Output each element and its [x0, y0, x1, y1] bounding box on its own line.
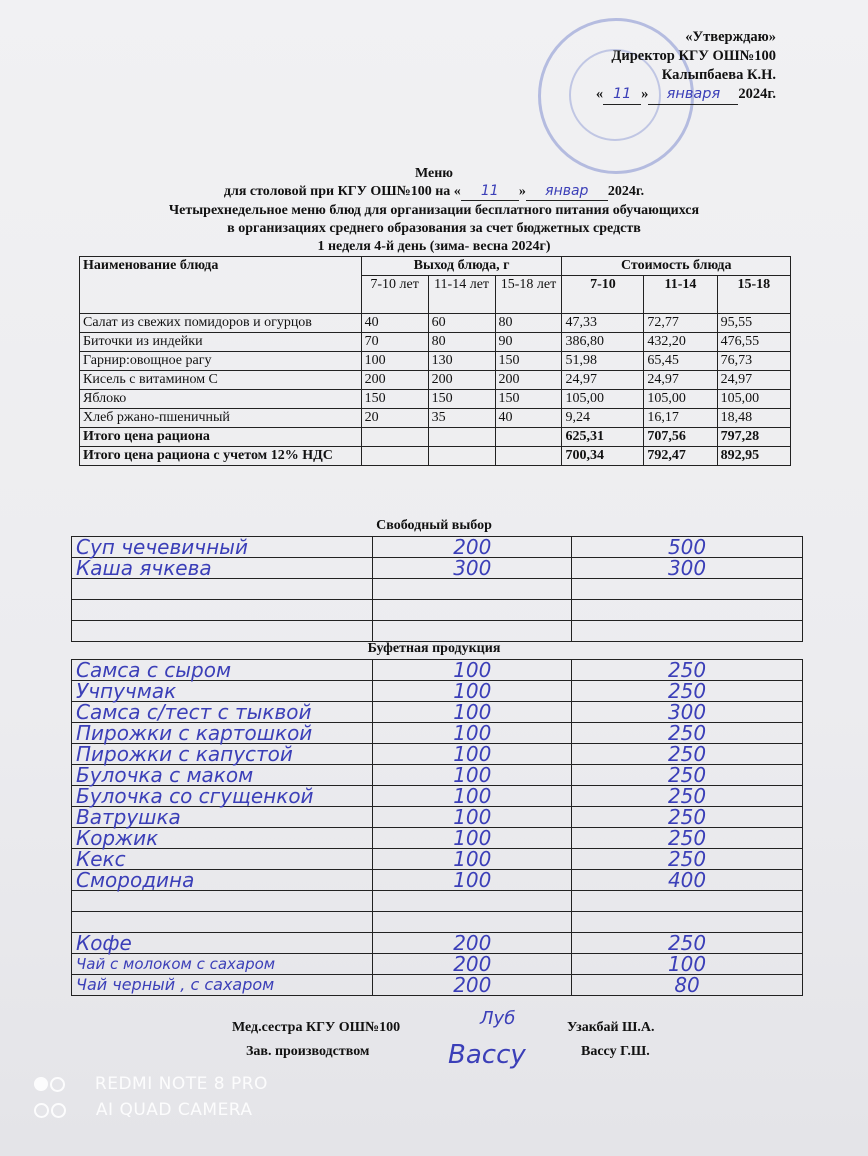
table-row: Гарнир:овощное рагу 100 130 150 51,98 65,45 76,73 — [80, 352, 791, 371]
production-label: Зав. производством — [246, 1044, 370, 1059]
free-choice-table — [71, 536, 803, 642]
nurse-label: Мед.сестра КГУ ОШ№100 — [232, 1020, 401, 1035]
buffet-title: Буфетная продукция — [367, 641, 501, 656]
total-vat-row: Итого цена рациона с учетом 12% НДС 700,34 792,47 892,95 — [80, 447, 791, 466]
approval-year: 2024г. — [738, 86, 776, 102]
camera-watermark-2: AI QUAD CAMERA — [40, 1100, 253, 1120]
page-title: Меню — [414, 166, 453, 181]
table-row — [72, 579, 803, 600]
camera-loop-icon — [34, 1103, 49, 1118]
table-row: Ватрушка 100 250 — [72, 807, 803, 828]
nurse-signature: Луб — [480, 1008, 516, 1029]
menu-subtitle-2: в организациях среднего образования за счет бюджетных средств — [227, 221, 641, 236]
menu-month: январ — [526, 183, 608, 201]
col-output: Выход блюда, г — [361, 257, 562, 276]
table-row: Пирожки с капустой 100 250 — [72, 744, 803, 765]
approval-line3: Калыпбаева К.Н. — [661, 67, 776, 83]
table-row: Каша ячкева 300 300 — [72, 558, 803, 579]
table-row: Хлеб ржано-пшеничный 20 35 40 9,24 16,17 18,48 — [80, 409, 791, 428]
approval-line2: Директор КГУ ОШ№100 — [611, 48, 776, 64]
menu-subtitle: Четырехнедельное меню блюд для организации бесплатного питания обучающихся — [168, 203, 700, 218]
camera-watermark: REDMI NOTE 8 PRO — [40, 1074, 268, 1094]
table-row — [72, 891, 803, 912]
table-row: Смородина 100 400 — [72, 870, 803, 891]
table-row: Кофе 200 250 — [72, 933, 803, 954]
menu-day: 11 — [461, 183, 519, 201]
col-age-cost: 7-10 — [562, 276, 644, 314]
col-age: 11-14 лет — [428, 276, 495, 314]
table-row: Чай черный , с сахаром 200 80 — [72, 975, 803, 996]
col-age: 7-10 лет — [361, 276, 428, 314]
table-row — [72, 621, 803, 642]
col-age-cost: 15-18 — [717, 276, 790, 314]
menu-week-day: 1 неделя 4-й день (зима- весна 2024г) — [317, 239, 551, 254]
table-row: Салат из свежих помидоров и огурцов 40 60 80 47,33 72,77 95,55 — [80, 314, 791, 333]
table-row: Коржик 100 250 — [72, 828, 803, 849]
approval-month: января — [648, 85, 738, 105]
camera-ring-icon — [50, 1077, 65, 1092]
production-name: Вассу Г.Ш. — [581, 1044, 650, 1059]
buffet-table — [71, 659, 803, 996]
table-row: Булочка со сгущенкой 100 250 — [72, 786, 803, 807]
total-row: Итого цена рациона 625,31 707,56 797,28 — [80, 428, 791, 447]
camera-dots-icon — [34, 1077, 48, 1091]
table-row: Биточки из индейки 70 80 90 386,80 432,20 476,55 — [80, 333, 791, 352]
camera-loop-icon — [51, 1103, 66, 1118]
table-row: Пирожки с картошкой 100 250 — [72, 723, 803, 744]
table-row: Чай с молоком с сахаром 200 100 — [72, 954, 803, 975]
approval-line1: «Утверждаю» — [685, 29, 776, 45]
table-row: Суп чечевичный 200 500 — [72, 537, 803, 558]
table-row: Яблоко 150 150 150 105,00 105,00 105,00 — [80, 390, 791, 409]
table-row: Самса с сыром 100 250 — [72, 660, 803, 681]
menu-date-line: для столовой при КГУ ОШ№100 на « 11 » январ 2024г. — [223, 183, 645, 199]
menu-table — [79, 256, 791, 466]
nurse-name: Узакбай Ш.А. — [567, 1020, 655, 1035]
col-dish: Наименование блюда — [80, 257, 362, 314]
col-cost: Стоимость блюда — [562, 257, 791, 276]
col-age: 15-18 лет — [495, 276, 562, 314]
approval-block — [596, 28, 776, 105]
approval-date: « 11 » января 2024г. — [596, 85, 776, 105]
production-signature: Вассу — [448, 1040, 526, 1070]
table-row — [72, 912, 803, 933]
table-row: Булочка с маком 100 250 — [72, 765, 803, 786]
table-row: Кекс 100 250 — [72, 849, 803, 870]
free-choice-title: Свободный выбор — [376, 518, 492, 533]
col-age-cost: 11-14 — [644, 276, 717, 314]
table-row: Учпучмак 100 250 — [72, 681, 803, 702]
table-row: Самса с/тест с тыквой 100 300 — [72, 702, 803, 723]
table-row: Кисель с витамином С 200 200 200 24,97 24,97 24,97 — [80, 371, 791, 390]
approval-day: 11 — [603, 85, 641, 105]
table-row — [72, 600, 803, 621]
